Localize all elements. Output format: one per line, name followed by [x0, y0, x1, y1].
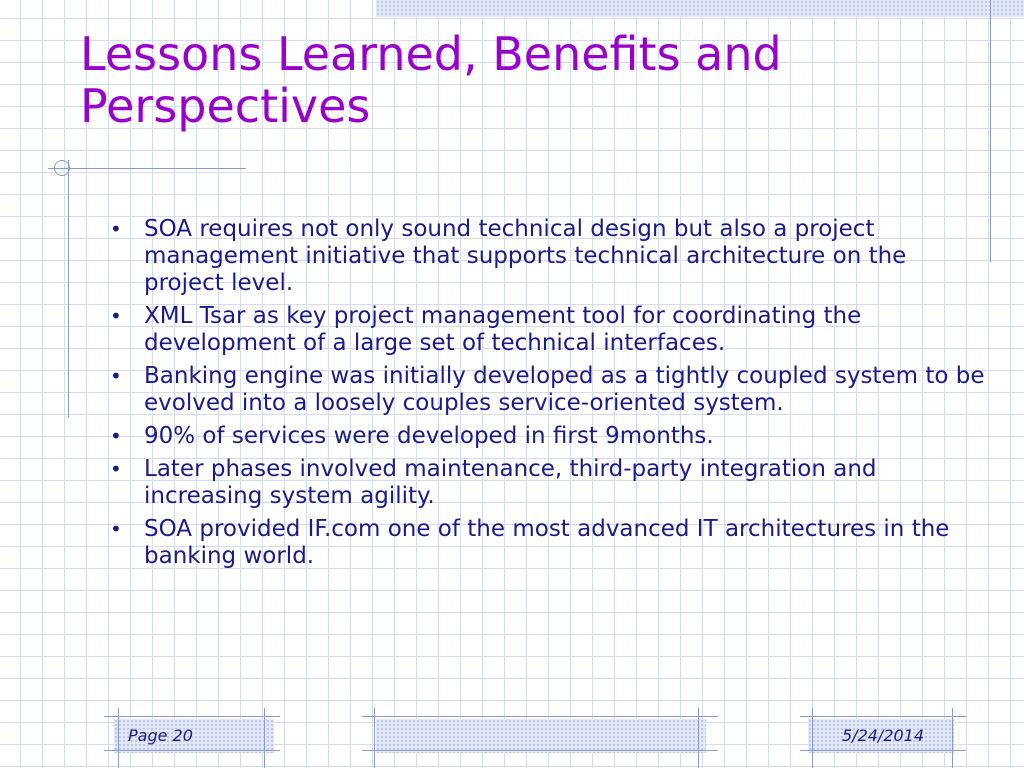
bullet-text: SOA provided IF.com one of the most advanced IT architectures in the banking world. — [144, 516, 950, 569]
slide-title — [80, 28, 980, 132]
bullet-dot: • — [110, 364, 122, 388]
top-decorative-band — [376, 0, 1024, 17]
slide-title-line-2: Perspectives — [80, 79, 371, 133]
title-ring-ornament — [54, 160, 70, 176]
footer-divider-line — [698, 708, 699, 768]
footer-top-line — [800, 716, 966, 717]
bullet-item — [108, 456, 988, 510]
bullet-text: Banking engine was initially developed as a tightly coupled system to be evolved into a loosely couples service-oriented system. — [144, 363, 985, 416]
bullet-dot: • — [110, 457, 122, 481]
footer-top-line — [104, 716, 280, 717]
bullet-dot: • — [110, 217, 122, 241]
bullet-text: XML Tsar as key project management tool for coordinating the development of a large set of technical interfaces. — [144, 303, 862, 356]
bullet-list — [108, 216, 988, 576]
bullet-item — [108, 363, 988, 417]
footer-page-number: Page 20 — [128, 726, 193, 745]
right-border-line — [990, 0, 991, 262]
bullet-dot: • — [110, 304, 122, 328]
footer-center-box — [376, 719, 706, 753]
footer-divider-line — [812, 708, 813, 768]
bullet-item — [108, 303, 988, 357]
footer-divider-line — [952, 708, 953, 768]
bullet-item — [108, 216, 988, 297]
bullet-text: SOA requires not only sound technical design but also a project management initiative that supports technical architecture on the project level. — [144, 216, 907, 296]
bullet-text: Later phases involved maintenance, third-party integration and increasing system agility. — [144, 456, 877, 509]
slide-title-line-1: Lessons Learned, Benefits and — [80, 27, 782, 81]
footer-divider-line — [118, 708, 119, 768]
bullet-dot: • — [110, 424, 122, 448]
footer-divider-line — [264, 708, 265, 768]
footer-divider-line — [374, 708, 375, 768]
footer-bottom-line — [104, 750, 280, 751]
footer-bottom-line — [800, 750, 966, 751]
left-border-line — [68, 160, 69, 418]
bullet-item — [108, 423, 988, 450]
footer-bottom-line — [362, 750, 718, 751]
bullet-item — [108, 516, 988, 570]
bullet-text: 90% of services were developed in first 9months. — [144, 423, 714, 449]
title-underline — [48, 168, 246, 169]
footer-top-line — [362, 716, 718, 717]
footer-date: 5/24/2014 — [842, 726, 925, 745]
bullet-dot: • — [110, 517, 122, 541]
